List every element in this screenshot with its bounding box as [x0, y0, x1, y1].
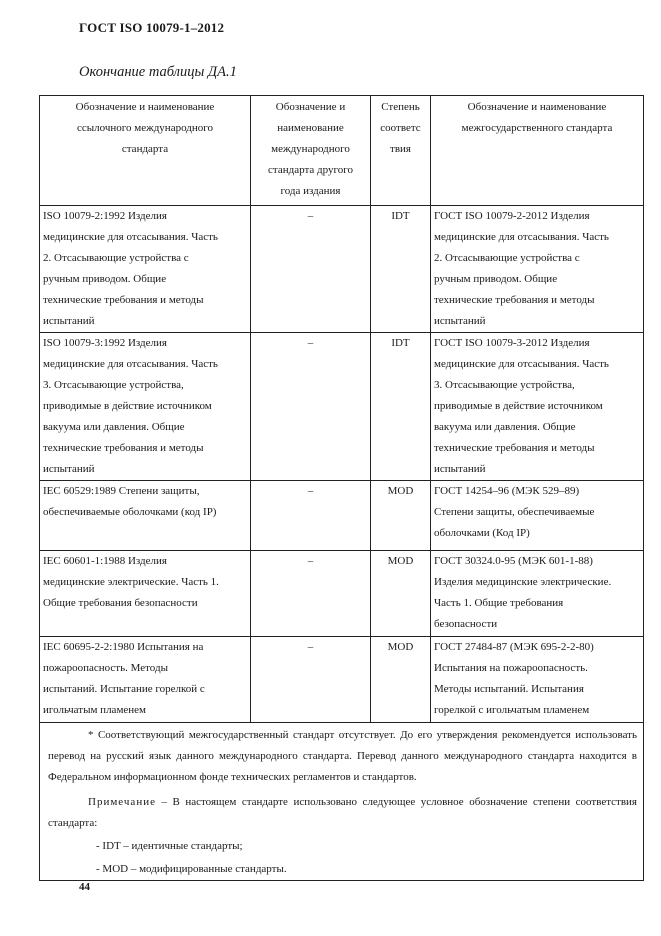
- cell-line: Изделия медицинские электрические.: [434, 576, 612, 588]
- cell-line: ГОСТ ISO 10079-2-2012 Изделия: [434, 210, 590, 222]
- note-label: Примечание: [88, 796, 156, 808]
- cell-line: медицинские для отсасывания. Часть: [43, 358, 218, 370]
- correspondence-table: [39, 95, 644, 881]
- cell-other-edition: –: [251, 481, 371, 551]
- cell-line: Общие требования безопасности: [43, 597, 198, 609]
- cell-line: межгосударственного стандарта: [461, 122, 613, 134]
- cell-interstate-standard: [431, 333, 644, 481]
- cell-line: игольчатым пламенем: [43, 704, 147, 716]
- cell-degree: MOD: [371, 481, 431, 551]
- cell-line: медицинские для отсасывания. Часть: [434, 358, 609, 370]
- cell-line: приводимые в действие источником: [434, 400, 603, 412]
- cell-line: 3. Отсасывающие устройства,: [43, 379, 184, 391]
- cell-line: ручным приводом. Общие: [434, 273, 558, 285]
- cell-line: технические требования и методы: [43, 294, 204, 306]
- cell-reference-standard: [40, 333, 251, 481]
- cell-line: Испытания на пожароопасность.: [434, 662, 588, 674]
- cell-line: вакуума или давления. Общие: [43, 421, 185, 433]
- cell-line: года издания: [280, 185, 341, 197]
- note-paragraph: [48, 792, 637, 834]
- cell-interstate-standard: [431, 551, 644, 637]
- cell-line: Степени защиты, обеспечиваемые: [434, 506, 595, 518]
- cell-line: стандарта другого: [268, 164, 353, 176]
- cell-line: технические требования и методы: [434, 442, 595, 454]
- cell-degree: MOD: [371, 637, 431, 723]
- cell-other-edition: –: [251, 206, 371, 333]
- cell-line: Степень: [381, 101, 420, 113]
- cell-line: Обозначение и: [275, 101, 346, 113]
- cell-line: 3. Отсасывающие устройства,: [434, 379, 575, 391]
- cell-interstate-standard: [431, 637, 644, 723]
- col-header-reference-standard: [40, 96, 251, 206]
- cell-line: Часть 1. Общие требования: [434, 597, 564, 609]
- cell-interstate-standard: [431, 206, 644, 333]
- note-text: – В настоящем стандарте использовано следующее условное обозначение степени соответствия стандарта:: [48, 796, 637, 829]
- cell-reference-standard: [40, 637, 251, 723]
- document-code: ГОСТ ISO 10079-1–2012: [79, 20, 225, 35]
- note-list-item: - MOD – модифицированные стандарты.: [96, 863, 287, 875]
- cell-line: ГОСТ ISO 10079-3-2012 Изделия: [434, 337, 590, 349]
- col-header-degree: [371, 96, 431, 206]
- cell-other-edition: –: [251, 551, 371, 637]
- cell-line: ISO 10079-2:1992 Изделия: [43, 210, 167, 222]
- cell-line: ГОСТ 30324.0-95 (МЭК 601-1-88): [434, 555, 593, 567]
- cell-line: твия: [390, 143, 411, 155]
- cell-line: испытаний: [434, 315, 486, 327]
- cell-reference-standard: [40, 206, 251, 333]
- cell-line: горелкой с игольчатым пламенем: [434, 704, 590, 716]
- cell-line: испытаний: [43, 463, 95, 475]
- table-row: [40, 551, 644, 637]
- cell-reference-standard: [40, 481, 251, 551]
- cell-line: медицинские для отсасывания. Часть: [43, 231, 218, 243]
- cell-line: 2. Отсасывающие устройства с: [434, 252, 580, 264]
- cell-line: ссылочного международного: [77, 122, 213, 134]
- cell-line: 2. Отсасывающие устройства с: [43, 252, 189, 264]
- cell-line: испытаний: [43, 315, 95, 327]
- cell-line: пожароопасность. Методы: [43, 662, 168, 674]
- cell-line: Методы испытаний. Испытания: [434, 683, 584, 695]
- cell-line: испытаний: [434, 463, 486, 475]
- col-header-other-edition: [251, 96, 371, 206]
- table-row: [40, 637, 644, 723]
- cell-line: вакуума или давления. Общие: [434, 421, 576, 433]
- cell-interstate-standard: [431, 481, 644, 551]
- cell-degree: IDT: [371, 206, 431, 333]
- cell-line: технические требования и методы: [434, 294, 595, 306]
- notes-cell: [40, 723, 644, 881]
- cell-line: медицинские для отсасывания. Часть: [434, 231, 609, 243]
- table-row: [40, 481, 644, 551]
- col-header-interstate-standard: [431, 96, 644, 206]
- cell-degree: MOD: [371, 551, 431, 637]
- cell-line: IEC 60529:1989 Степени защиты,: [43, 485, 200, 497]
- page-number: 44: [79, 881, 90, 893]
- cell-line: ISO 10079-3:1992 Изделия: [43, 337, 167, 349]
- note-list-item: - IDT – идентичные стандарты;: [96, 840, 243, 852]
- cell-line: испытаний. Испытание горелкой с: [43, 683, 205, 695]
- cell-degree: IDT: [371, 333, 431, 481]
- cell-line: соответс: [380, 122, 421, 134]
- cell-reference-standard: [40, 551, 251, 637]
- cell-line: IEC 60695-2-2:1980 Испытания на: [43, 641, 204, 653]
- table-continuation-title: Окончание таблицы ДА.1: [79, 64, 237, 80]
- cell-line: Обозначение и наименование: [467, 101, 607, 113]
- cell-line: ручным приводом. Общие: [43, 273, 167, 285]
- cell-line: обеспечиваемые оболочками (код IP): [43, 506, 217, 518]
- cell-line: ГОСТ 27484-87 (МЭК 695-2-2-80): [434, 641, 594, 653]
- cell-line: оболочками (Код IP): [434, 527, 530, 539]
- table-notes-row: [40, 723, 644, 881]
- footnote-text: * Соответствующий межгосударственный стандарт отсутствует. До его утверждения рекомендуется использовать перевод на русский язык данного международного стандарта. Перевод данного международного стандарта находится в Федеральном информационном фонде технических регламентов и стандартов.: [48, 729, 637, 783]
- table-header-row: [40, 96, 644, 206]
- table-row: [40, 206, 644, 333]
- table-row: [40, 333, 644, 481]
- cell-line: наименование: [277, 122, 344, 134]
- cell-line: Обозначение и наименование: [75, 101, 215, 113]
- cell-line: стандарта: [121, 143, 169, 155]
- cell-line: медицинские электрические. Часть 1.: [43, 576, 219, 588]
- cell-line: IEC 60601-1:1988 Изделия: [43, 555, 167, 567]
- cell-line: ГОСТ 14254–96 (МЭК 529–89): [434, 485, 580, 497]
- cell-line: приводимые в действие источником: [43, 400, 212, 412]
- cell-line: безопасности: [434, 618, 498, 630]
- cell-other-edition: –: [251, 333, 371, 481]
- cell-other-edition: –: [251, 637, 371, 723]
- cell-line: технические требования и методы: [43, 442, 204, 454]
- cell-line: международного: [271, 143, 350, 155]
